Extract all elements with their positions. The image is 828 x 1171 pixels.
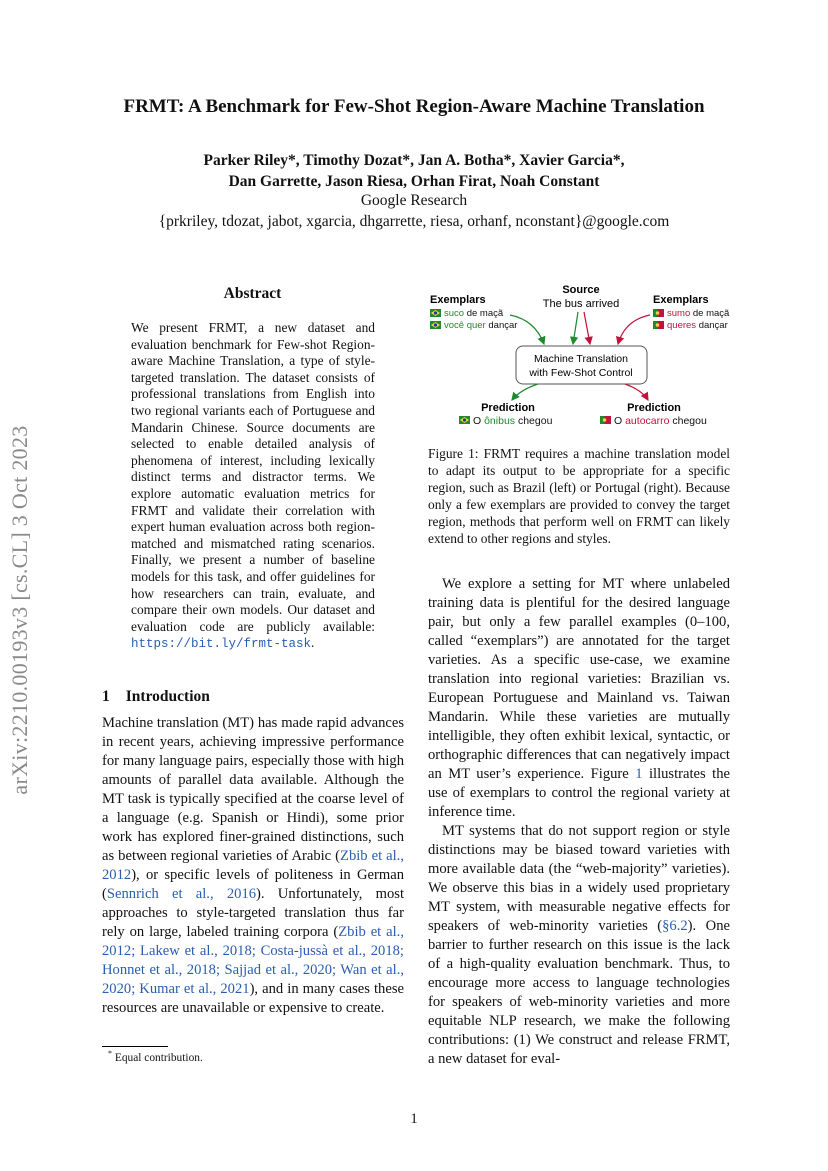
intro-text-c: ). Unfortunately, most approaches to style-targeted translation thus far rely on large, labeled training corpora ( (102, 886, 404, 940)
arxiv-id: arXiv:2210.00193v3 [cs.CL] 3 Oct 2023 (7, 425, 32, 795)
exemplars-right-label: Exemplars (653, 294, 709, 306)
section-number: 1 (102, 688, 110, 705)
authors (0, 150, 828, 192)
pred-right-a: O (614, 415, 626, 427)
source-label: Source (562, 284, 600, 296)
footnote (108, 1049, 203, 1064)
source-text: The bus arrived (542, 298, 620, 310)
section-title: Introduction (125, 688, 210, 705)
ex-left-2-term: você quer (444, 320, 486, 331)
svg-text:O autocarro chegou (614, 415, 707, 427)
ex-right-1-term: sumo (667, 308, 691, 319)
pred-left-term: ônibus (484, 415, 516, 427)
authors-line-2: Dan Garrette, Jason Riesa, Orhan Firat, Noah Constant (228, 173, 600, 190)
pred-right-term: autocarro (625, 415, 670, 427)
ex-right-2-rest: dançar (696, 320, 728, 331)
pred-right-c: chegou (669, 415, 707, 427)
section-ref-link[interactable]: §6.2 (662, 918, 688, 934)
emails: {prkriley, tdozat, jabot, xgarcia, dhgarrette, riesa, orhanf, nconstant}@google.com (158, 213, 670, 230)
p2-text-b: illustrates the use of exemplars to control the regional variety at inference time. (428, 766, 730, 820)
paragraph-3 (428, 822, 730, 1069)
pred-left-label: Prediction (481, 402, 535, 414)
figure-caption: Figure 1: FRMT requires a machine translation model to adapt its output to be appropriate for a specific region, such as Brazil (left) or Portugal (right). Because only a few exemplars are provided to convey the target region, methods that perform well on FRMT can likely extend to other regions and styles. (428, 446, 730, 546)
svg-text:suco de maçã (444, 308, 504, 319)
p3-text-b: ). One barrier to further research on this issue is the lack of a high-quality evaluation benchmark. Thus, to encourage more access to language technologies for speakers of web-minority varieties and more equitable NLP research, we make the following contributions: (1) We construct and release FRMT, a new dataset for eval- (428, 918, 730, 1067)
authors-line-1: Parker Riley*, Timothy Dozat*, Jan A. Botha*, Xavier Garcia*, (203, 152, 625, 169)
svg-text:sumo de maçã (667, 308, 730, 319)
ex-left-1-term: suco (444, 308, 465, 319)
brazil-flag-icon (430, 309, 441, 317)
footnote-mark: * (108, 1049, 112, 1058)
pred-left-c: chegou (515, 415, 553, 427)
ex-left-2-rest: dançar (485, 320, 518, 331)
intro-paragraph (102, 714, 404, 1018)
mt-box-line-1: Machine Translation (534, 353, 628, 365)
pred-right-label: Prediction (627, 402, 681, 414)
abstract-end: . (311, 635, 315, 651)
paper-title: FRMT: A Benchmark for Few-Shot Region-Aware Machine Translation (123, 96, 705, 117)
right-column-body (428, 575, 730, 1069)
exemplars-left-label: Exemplars (430, 294, 486, 306)
abstract-text (131, 320, 375, 653)
svg-text:O ônibus chegou (473, 415, 553, 427)
arrow-exemplars-right (618, 315, 650, 344)
intro-text-b: ), or specific levels of politeness in German ( (102, 867, 404, 902)
abstract-body: We present FRMT, a new dataset and evaluation benchmark for Few-shot Region-aware Machine Translation, a type of style-targeted translation. The dataset consists of professional translations from English into two regional variants each of Portuguese and Mandarin Chinese. Source documents are selected to enable detailed analysis of phenomena of interest, including lexically distinct terms and distractor terms. We explore automatic evaluation metrics for FRMT and validate their correlation with expert human evaluation across both region-matched and mismatched rating scenarios. Finally, we present a number of baseline models for this task, and offer guidelines for how researchers can train, evaluate, and compare their own models. Our dataset and evaluation code are publicly available: (131, 320, 375, 634)
ex-right-2-term: queres (667, 320, 697, 331)
brazil-flag-icon (430, 321, 441, 329)
svg-text:queres dançar (667, 320, 728, 331)
page-number: 1 (410, 1111, 418, 1127)
arrow-source-right (584, 312, 590, 344)
paragraph-2 (428, 575, 730, 822)
ex-right-1-rest: de maçã (690, 308, 730, 319)
intro-text-a: Machine translation (MT) has made rapid advances in recent years, achieving impressive performance for many language pairs, especially those with high amounts of parallel data available. Although the MT task is typically specified at the coarse level of a language (e.g. Spanish or Hindi), some prior work has explored finer-grained distinctions, such as between regional varieties of Arabic ( (102, 715, 404, 864)
mt-box-line-2: with Few-Shot Control (529, 367, 633, 379)
figure-diagram (420, 282, 750, 432)
pred-left-a: O (473, 415, 485, 427)
portugal-flag-icon (600, 416, 611, 424)
section-heading (102, 688, 210, 706)
ex-left-1-rest: de maçã (464, 308, 504, 319)
abstract-heading: Abstract (223, 285, 282, 302)
svg-text:você quer dançar (444, 320, 517, 331)
arrow-pred-left (512, 384, 538, 400)
arrow-source-left (573, 312, 578, 344)
portugal-flag-icon (653, 309, 664, 317)
intro-text-d: ), and in many cases these resources are unavailable or expensive to create. (102, 981, 404, 1016)
figure-1 (420, 282, 750, 432)
p2-text-a: We explore a setting for MT where unlabeled training data is plentiful for the desired language pair, but only a few parallel examples (0–100, called “exemplars”) are annotated for the target varieties. As a specific use-case, we examine translation into regional varieties: Brazilian vs. European Portuguese and Mainland vs. Taiwan Mandarin. While these varieties are mutually intelligible, they often exhibit lexical, syntactic, or orthographic differences that can negatively impact an MT user’s experience. Figure (428, 576, 730, 782)
p3-text-a: MT systems that do not support region or style distinctions may be biased toward varieties with more available data (the “web-majority” varieties). We observe this bias in a widely used proprietary MT system, with measurable negative effects for speakers of web-minority varieties ( (428, 823, 730, 934)
brazil-flag-icon (459, 416, 470, 424)
arrow-pred-right (625, 384, 648, 400)
figure-ref-link[interactable]: 1 (635, 766, 643, 782)
portugal-flag-icon (653, 321, 664, 329)
footnote-rule (102, 1046, 168, 1047)
dataset-link[interactable]: https://bit.ly/frmt-task (131, 637, 312, 652)
affiliation: Google Research (360, 192, 468, 209)
citation-link[interactable]: Zbib et al., 2012 (102, 848, 404, 883)
affiliation-block (0, 190, 828, 232)
citation-link[interactable]: Zbib et al., 2012; Lakew et al., 2018; Costa-jussà et al., 2018; Honnet et al., 2018; Sajjad et al., 2020; Wan et al., 2020; Kumar et al., 2021 (102, 924, 404, 997)
footnote-text: Equal contribution. (114, 1051, 203, 1064)
citation-link[interactable]: Sennrich et al., 2016 (106, 886, 257, 902)
